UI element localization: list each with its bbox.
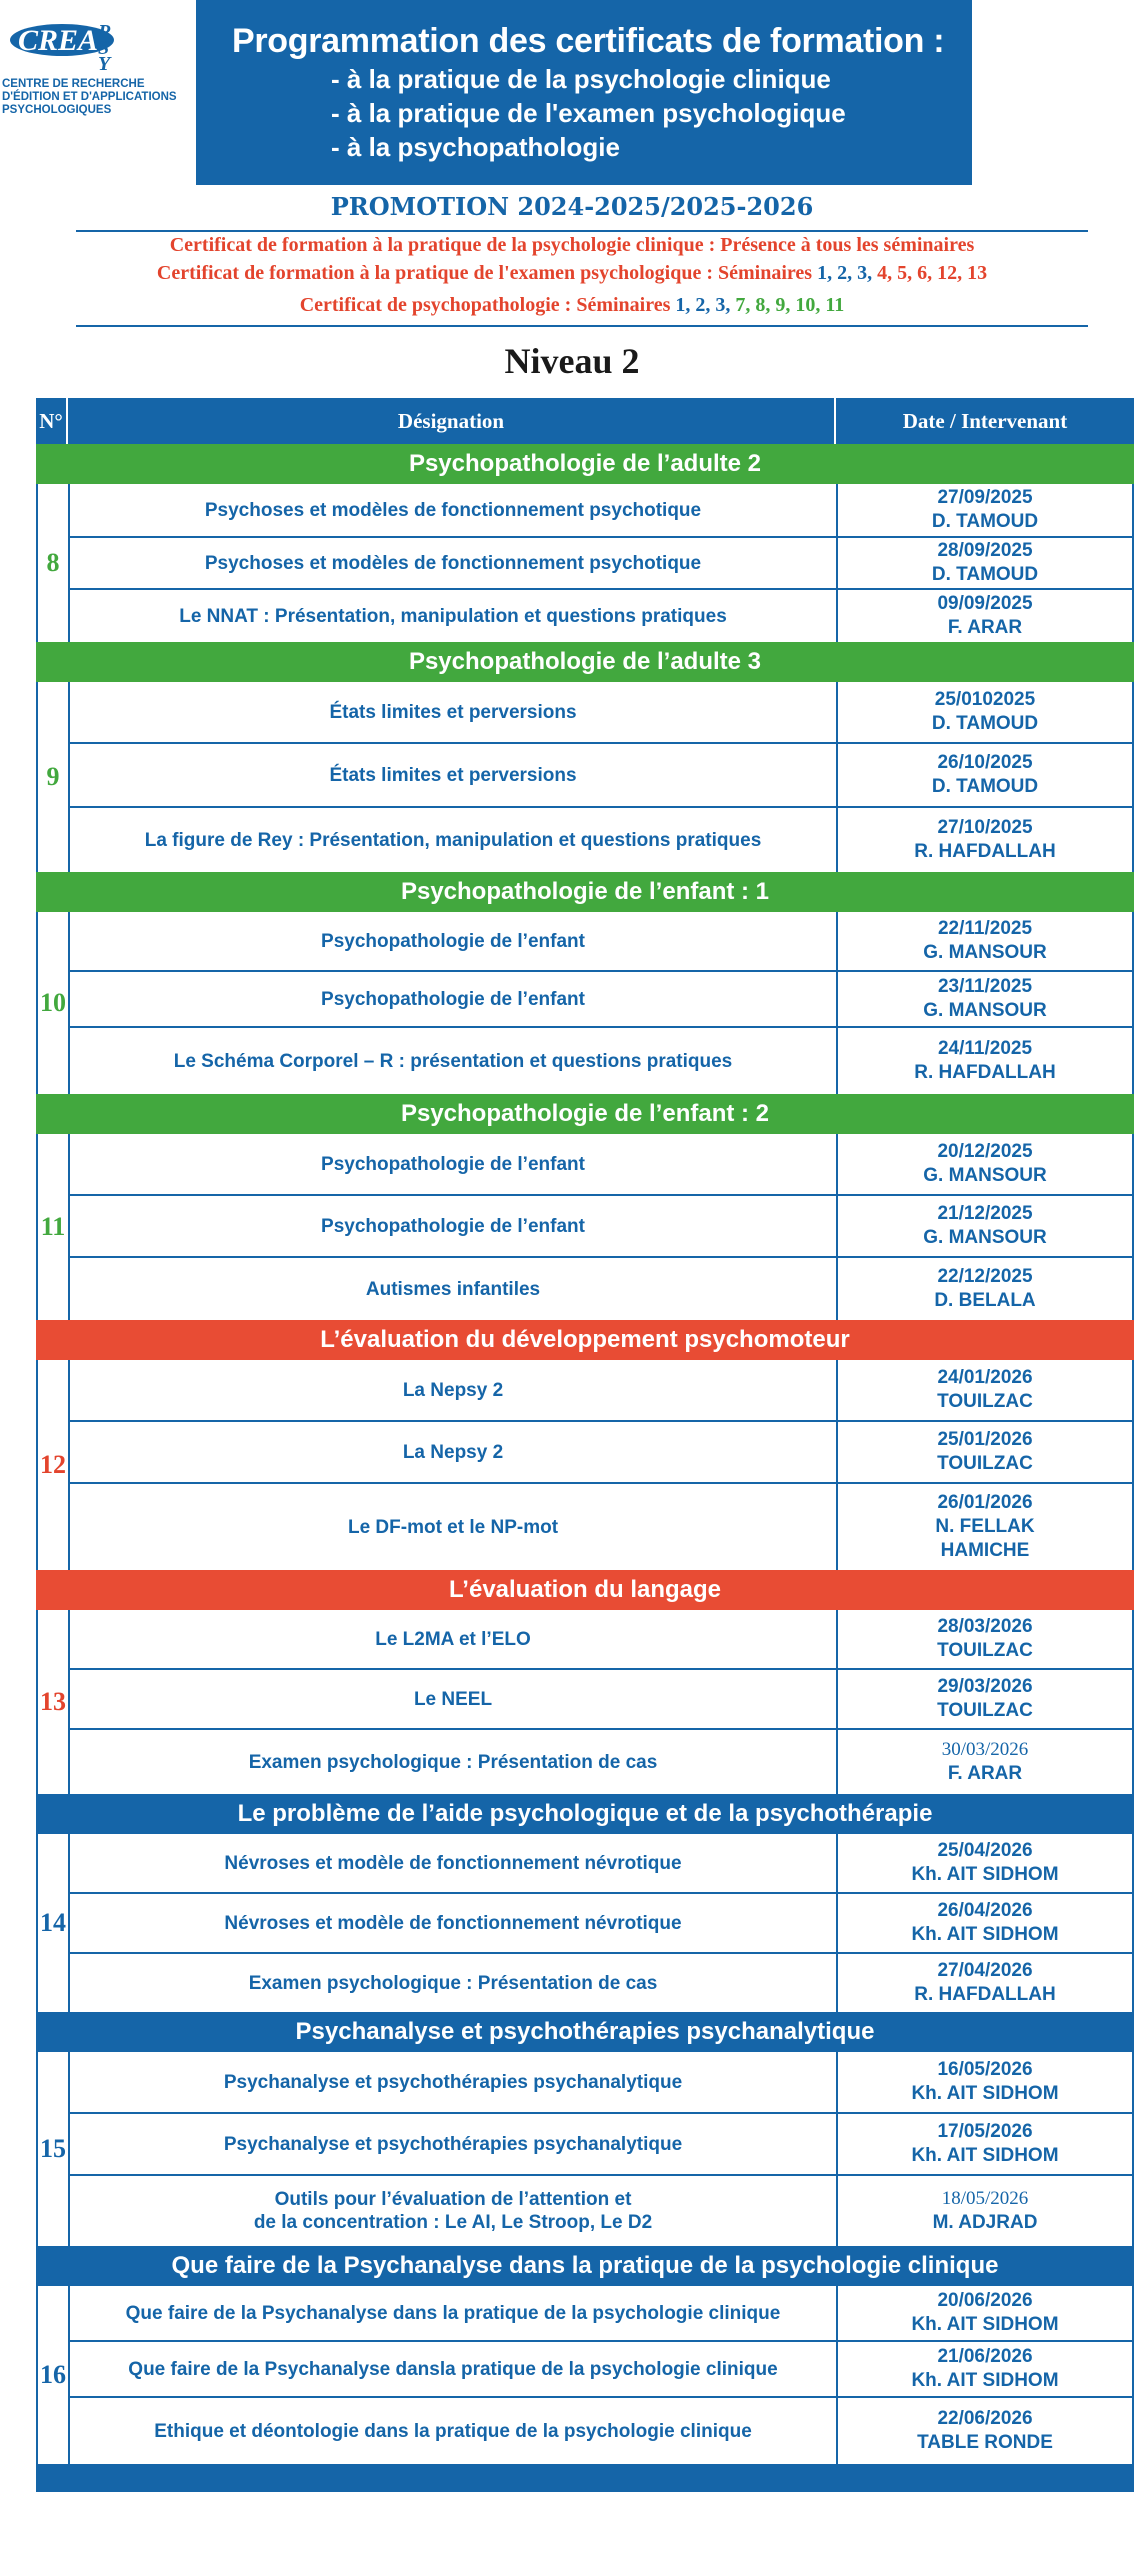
table-row (70, 590, 1132, 642)
designation-cell: États limites et perversions (70, 682, 838, 742)
seminar-group (36, 682, 1134, 872)
seminar-number: 13 (967, 262, 988, 284)
table-row (70, 1834, 1132, 1894)
session-date: 26/01/2026 (937, 1492, 1033, 1513)
table-row (70, 2114, 1132, 2176)
designation-text: de la concentration : Le AI, Le Stroop, Le D2 (253, 2212, 653, 2233)
seminar-number-cell: 12 (38, 1360, 70, 1570)
date-speaker-cell (838, 1730, 1132, 1794)
table-footer-bar (36, 2464, 1134, 2492)
session-date: 28/09/2025 (937, 540, 1033, 561)
speaker-name: Kh. AIT SIDHOM (911, 2083, 1059, 2104)
session-date: 23/11/2025 (937, 976, 1033, 997)
speaker-name: N. FELLAK (935, 1516, 1035, 1537)
designation-cell: La Nepsy 2 (70, 1422, 838, 1482)
seminar-number-cell: 14 (38, 1834, 70, 2012)
session-date: 20/06/2026 (937, 2290, 1033, 2311)
session-date: 26/04/2026 (937, 1900, 1033, 1921)
svg-text:CREA: CREA (18, 24, 99, 57)
date-speaker-cell (838, 1954, 1132, 2012)
date-speaker-cell (838, 2052, 1132, 2112)
session-date: 27/04/2026 (937, 1960, 1033, 1981)
speaker-name: M. ADJRAD (932, 2212, 1038, 2233)
seminar-number-cell: 15 (38, 2052, 70, 2246)
session-date: 26/10/2025 (937, 752, 1033, 773)
session-date: 24/01/2026 (937, 1367, 1033, 1388)
designation-cell: Le NEEL (70, 1670, 838, 1728)
table-row (70, 1484, 1132, 1570)
date-speaker-cell (838, 2398, 1132, 2464)
speaker-name: D. TAMOUD (931, 776, 1039, 797)
speaker-name: D. TAMOUD (931, 564, 1039, 585)
session-date: 20/12/2025 (937, 1141, 1033, 1162)
date-speaker-cell (838, 1196, 1132, 1256)
table-header (36, 398, 1134, 444)
table-row (70, 912, 1132, 972)
seminar-number-cell: 10 (38, 912, 70, 1094)
session-date: 24/11/2025 (937, 1038, 1033, 1059)
designation-cell: Que faire de la Psychanalyse dans la pratique de la psychologie clinique (70, 2286, 838, 2340)
designation-cell: Psychoses et modèles de fonctionnement psychotique (70, 538, 838, 588)
date-speaker-cell (838, 1894, 1132, 1952)
designation-cell: Névroses et modèle de fonctionnement névrotique (70, 1834, 838, 1892)
designation-cell: Psychoses et modèles de fonctionnement psychotique (70, 484, 838, 536)
date-speaker-cell (838, 1028, 1132, 1094)
speaker-name: G. MANSOUR (923, 1000, 1047, 1021)
designation-cell: Examen psychologique : Présentation de cas (70, 1954, 838, 2012)
session-date: 22/11/2025 (937, 918, 1033, 939)
table-row (70, 2342, 1132, 2398)
seminar-group (36, 1610, 1134, 1794)
table-row (70, 1730, 1132, 1794)
table-row (70, 744, 1132, 808)
group-rows (70, 1610, 1132, 1794)
logo-line: CENTRE DE RECHERCHE (2, 78, 145, 90)
section-title: Psychopathologie de l’enfant : 1 (36, 872, 1134, 912)
table-row (70, 1134, 1132, 1196)
seminar-group (36, 484, 1134, 642)
session-date: 21/12/2025 (937, 1203, 1033, 1224)
table-row (70, 1954, 1132, 2012)
banner-line: - à la pratique de la psychologie clinique (331, 64, 831, 94)
session-date: 25/0102025 (934, 689, 1036, 710)
session-date: 25/04/2026 (937, 1840, 1033, 1861)
designation-text: Outils pour l’évaluation de l’attention et (274, 2189, 632, 2210)
section-title: L’évaluation du langage (36, 1570, 1134, 1610)
seminar-number: 7, (735, 294, 751, 316)
speaker-name: G. MANSOUR (923, 1165, 1047, 1186)
speaker-name: G. MANSOUR (923, 942, 1047, 963)
speaker-name: F. ARAR (947, 617, 1023, 638)
header-designation: Désignation (68, 398, 836, 444)
table-body (36, 444, 1134, 2464)
seminar-number: 1, (817, 262, 833, 284)
designation-cell: Psychopathologie de l’enfant (70, 972, 838, 1026)
banner-lines (331, 62, 846, 164)
speaker-name: D. TAMOUD (931, 511, 1039, 532)
designation-cell: Psychanalyse et psychothérapies psychanalytique (70, 2052, 838, 2112)
speaker-name: Kh. AIT SIDHOM (911, 1864, 1059, 1885)
certificate-line (0, 262, 1144, 285)
date-speaker-cell (838, 1258, 1132, 1320)
seminar-group (36, 912, 1134, 1094)
table-row (70, 2398, 1132, 2464)
creapsy-logo-mark (2, 14, 192, 74)
session-date: 29/03/2026 (937, 1676, 1033, 1697)
seminar-number: 2, (695, 294, 711, 316)
designation-cell: Autismes infantiles (70, 1258, 838, 1320)
seminar-number: 8, (755, 294, 771, 316)
session-date: 22/06/2026 (937, 2408, 1033, 2429)
date-speaker-cell (838, 1422, 1132, 1482)
date-speaker-cell (838, 2342, 1132, 2396)
table-row (70, 972, 1132, 1028)
date-speaker-cell (838, 2114, 1132, 2174)
logo-line: D'ÉDITION ET D'APPLICATIONS (2, 91, 177, 103)
promotion-title: PROMOTION 2024-2025/2025-2026 (330, 192, 814, 221)
seminar-number: 9, (775, 294, 791, 316)
speaker-name: TOUILZAC (937, 1391, 1033, 1412)
seminar-number: 10, (795, 294, 821, 316)
speaker-name: TABLE RONDE (917, 2432, 1053, 2453)
date-speaker-cell (838, 1134, 1132, 1194)
speaker-name: Kh. AIT SIDHOM (911, 2145, 1059, 2166)
seminar-number-cell: 13 (38, 1610, 70, 1794)
seminar-group (36, 2286, 1134, 2464)
date-speaker-cell (838, 744, 1132, 806)
table-row (70, 1670, 1132, 1730)
speaker-name: Kh. AIT SIDHOM (911, 2314, 1059, 2335)
table-row (70, 538, 1132, 590)
designation-cell: La figure de Rey : Présentation, manipulation et questions pratiques (70, 808, 838, 872)
date-speaker-cell (838, 972, 1132, 1026)
seminar-number: 6, (917, 262, 933, 284)
table-row (70, 1028, 1132, 1094)
group-rows (70, 2052, 1132, 2246)
designation-cell: États limites et perversions (70, 744, 838, 806)
seminar-number: 11 (825, 294, 845, 316)
session-date: 30/03/2026 (941, 1739, 1029, 1760)
designation-cell: Le NNAT : Présentation, manipulation et questions pratiques (70, 590, 838, 642)
logo-text (2, 78, 177, 117)
speaker-name: F. ARAR (947, 1763, 1023, 1784)
group-rows (70, 2286, 1132, 2464)
schedule-table (36, 398, 1134, 2492)
session-date: 27/09/2025 (937, 487, 1033, 508)
banner-line: - à la psychopathologie (331, 132, 620, 162)
speaker-name: R. HAFDALLAH (914, 1984, 1056, 2005)
seminar-number-cell: 16 (38, 2286, 70, 2464)
date-speaker-cell (838, 808, 1132, 872)
table-row (70, 2286, 1132, 2342)
session-date: 25/01/2026 (937, 1429, 1033, 1450)
seminar-group (36, 2052, 1134, 2246)
date-speaker-cell (838, 538, 1132, 588)
seminar-number-cell: 9 (38, 682, 70, 872)
designation-cell: Psychopathologie de l’enfant (70, 912, 838, 970)
table-row (70, 1610, 1132, 1670)
certificate-line (0, 294, 1144, 317)
designation-cell: Le DF-mot et le NP-mot (70, 1484, 838, 1570)
svg-text:Y: Y (98, 53, 111, 74)
speaker-name: D. BELALA (934, 1290, 1036, 1311)
table-row (70, 484, 1132, 538)
group-rows (70, 912, 1132, 1094)
speaker-name: HAMICHE (940, 1540, 1030, 1561)
banner-title: Programmation des certificats de formation : (232, 22, 945, 60)
group-rows (70, 1834, 1132, 2012)
seminar-number: 1, (675, 294, 691, 316)
svg-text:P: P (98, 21, 111, 43)
designation-cell: Le L2MA et l’ELO (70, 1610, 838, 1668)
speaker-name: R. HAFDALLAH (914, 841, 1056, 862)
table-row (70, 2052, 1132, 2114)
section-title: Psychanalyse et psychothérapies psychanalytique (36, 2012, 1134, 2052)
designation-cell (70, 2176, 838, 2246)
date-speaker-cell (838, 1360, 1132, 1420)
seminar-number: 12, (937, 262, 963, 284)
speaker-name: TOUILZAC (937, 1453, 1033, 1474)
session-date: 17/05/2026 (937, 2121, 1033, 2142)
date-speaker-cell (838, 1834, 1132, 1892)
speaker-name: TOUILZAC (937, 1700, 1033, 1721)
table-row (70, 808, 1132, 872)
seminar-number: 5, (897, 262, 913, 284)
speaker-name: R. HAFDALLAH (914, 1062, 1056, 1083)
date-speaker-cell (838, 1484, 1132, 1570)
certificate-line (0, 234, 1144, 257)
date-speaker-cell (838, 682, 1132, 742)
designation-cell: Ethique et déontologie dans la pratique de la psychologie clinique (70, 2398, 838, 2464)
speaker-name: Kh. AIT SIDHOM (911, 2370, 1059, 2391)
certificate-label: Certificat de formation à la pratique de la psychologie clinique : Présence à tous les séminaires (169, 234, 975, 256)
session-date: 09/09/2025 (937, 593, 1033, 614)
certificate-label: Certificat de psychopathologie : Séminaires (299, 294, 671, 316)
certificate-label: Certificat de formation à la pratique de l'examen psychologique : Séminaires (156, 262, 813, 284)
group-rows (70, 1134, 1132, 1320)
session-date: 21/06/2026 (937, 2346, 1033, 2367)
designation-cell: Psychanalyse et psychothérapies psychanalytique (70, 2114, 838, 2174)
designation-cell: Le Schéma Corporel – R : présentation et questions pratiques (70, 1028, 838, 1094)
group-rows (70, 682, 1132, 872)
banner-line: - à la pratique de l'examen psychologique (331, 98, 846, 128)
seminar-number: 3, (857, 262, 873, 284)
table-row (70, 1258, 1132, 1320)
seminar-number-cell: 8 (38, 484, 70, 642)
title-banner (196, 0, 972, 185)
designation-cell: Psychopathologie de l’enfant (70, 1134, 838, 1194)
divider (76, 230, 1088, 232)
seminar-number: 3, (715, 294, 731, 316)
table-row (70, 682, 1132, 744)
designation-cell: Examen psychologique : Présentation de cas (70, 1730, 838, 1794)
session-date: 27/10/2025 (937, 817, 1033, 838)
header-date: Date / Intervenant (902, 408, 1068, 433)
date-speaker-cell (838, 2286, 1132, 2340)
date-speaker-cell (838, 484, 1132, 536)
table-row (70, 1894, 1132, 1954)
session-date: 18/05/2026 (941, 2188, 1029, 2209)
section-title: Psychopathologie de l’adulte 2 (36, 444, 1134, 484)
designation-cell: Psychopathologie de l’enfant (70, 1196, 838, 1256)
designation-cell: La Nepsy 2 (70, 1360, 838, 1420)
seminar-number: 2, (837, 262, 853, 284)
date-speaker-cell (838, 1670, 1132, 1728)
seminar-group (36, 1134, 1134, 1320)
group-rows (70, 1360, 1132, 1570)
date-speaker-cell (838, 590, 1132, 642)
seminar-number-cell: 11 (38, 1134, 70, 1320)
designation-cell: Que faire de la Psychanalyse dansla pratique de la psychologie clinique (70, 2342, 838, 2396)
creapsy-logo (0, 14, 196, 114)
speaker-name: Kh. AIT SIDHOM (911, 1924, 1059, 1945)
logo-line: PSYCHOLOGIQUES (2, 104, 112, 116)
table-row (70, 1422, 1132, 1484)
group-rows (70, 484, 1132, 642)
section-title: L’évaluation du développement psychomoteur (36, 1320, 1134, 1360)
speaker-name: TOUILZAC (937, 1640, 1033, 1661)
date-speaker-cell (838, 2176, 1132, 2246)
date-speaker-cell (838, 912, 1132, 970)
section-title: Psychopathologie de l’adulte 3 (36, 642, 1134, 682)
svg-text:S: S (98, 37, 110, 59)
session-date: 28/03/2026 (937, 1616, 1033, 1637)
date-speaker-cell (838, 1610, 1132, 1668)
speaker-name: G. MANSOUR (923, 1227, 1047, 1248)
session-date: 16/05/2026 (937, 2059, 1033, 2080)
section-title: Le problème de l’aide psychologique et de la psychothérapie (36, 1794, 1134, 1834)
seminar-group (36, 1834, 1134, 2012)
header-number: N° (36, 398, 68, 444)
section-title: Que faire de la Psychanalyse dans la pratique de la psychologie clinique (36, 2246, 1134, 2286)
section-title: Psychopathologie de l’enfant : 2 (36, 1094, 1134, 1134)
table-row (70, 1196, 1132, 1258)
divider (76, 325, 1088, 327)
level-title: Niveau 2 (504, 341, 640, 381)
seminar-group (36, 1360, 1134, 1570)
seminar-number: 4, (877, 262, 893, 284)
table-row (70, 2176, 1132, 2246)
session-date: 22/12/2025 (937, 1266, 1033, 1287)
designation-cell: Névroses et modèle de fonctionnement névrotique (70, 1894, 838, 1952)
table-row (70, 1360, 1132, 1422)
speaker-name: D. TAMOUD (931, 713, 1039, 734)
